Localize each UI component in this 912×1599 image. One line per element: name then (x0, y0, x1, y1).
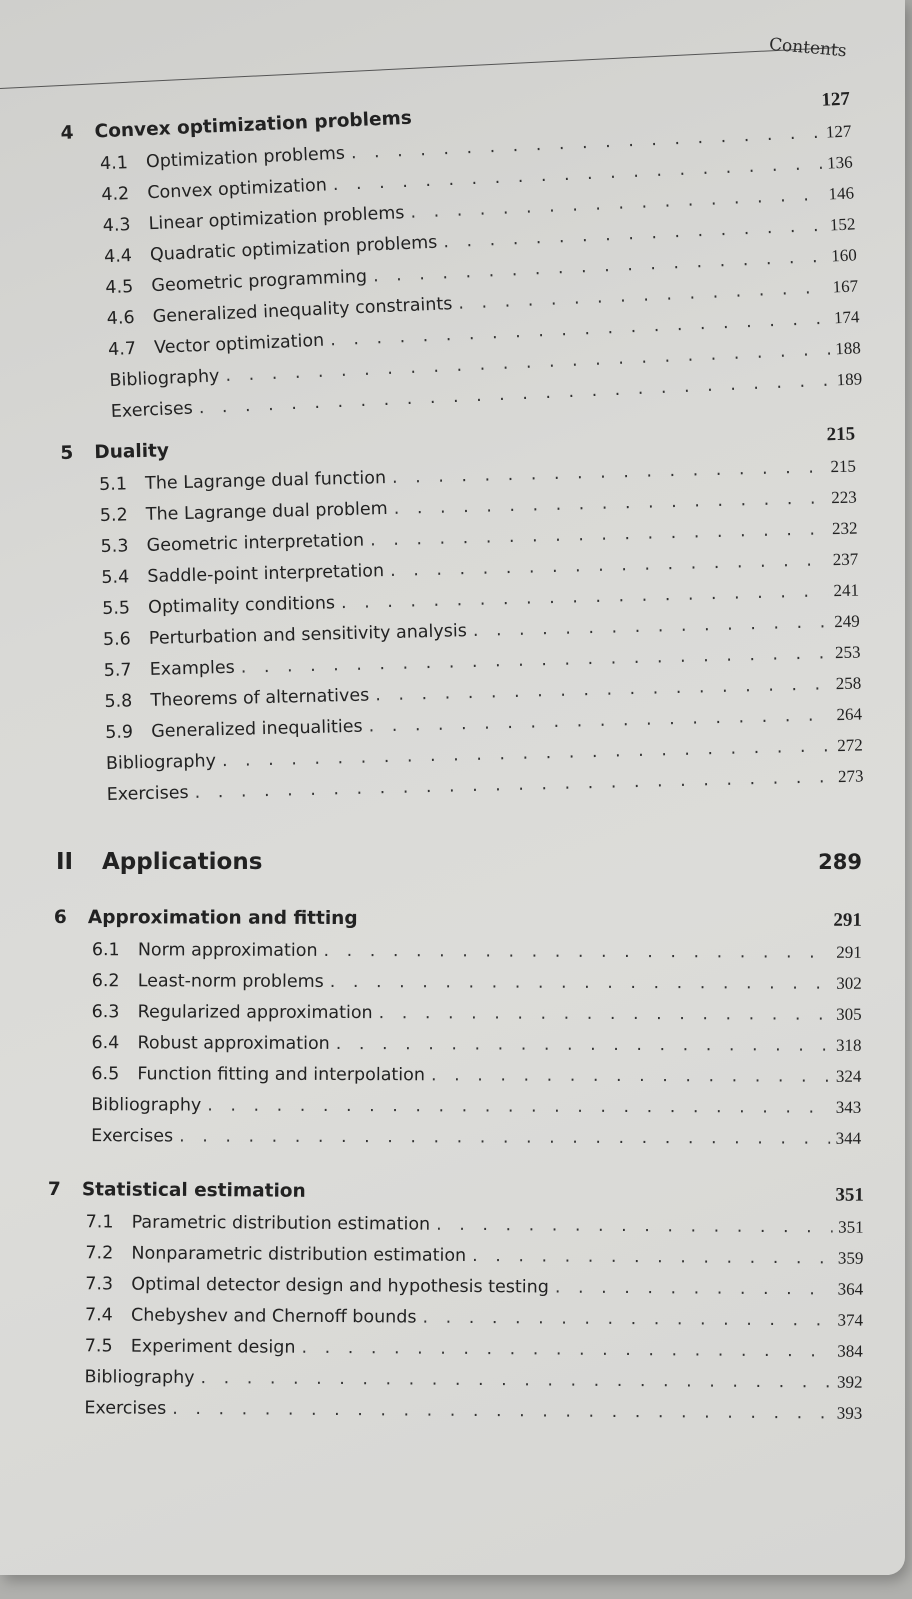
section-page: 305 (836, 1004, 862, 1024)
section-title: Optimality conditions (147, 593, 336, 618)
dot-leader (472, 1241, 832, 1275)
section-number: 5.7 (103, 660, 132, 681)
section-title: Nonparametric distribution estimation (131, 1243, 467, 1266)
section-list (53, 934, 862, 1154)
section-title: Geometric programming (150, 266, 368, 297)
section-page: 364 (837, 1279, 864, 1299)
toc-entry (84, 1361, 862, 1397)
section-number: 4.5 (105, 276, 134, 299)
dot-leader (422, 1303, 831, 1337)
section-number: 5.1 (98, 474, 128, 496)
section-title: Perturbation and sensitivity analysis (148, 621, 468, 649)
section-title: Bibliography (109, 366, 220, 392)
toc-entry (92, 934, 862, 968)
toc-entry (92, 996, 862, 1030)
section-number: 4.6 (106, 307, 136, 330)
section-title: Experiment design (130, 1336, 296, 1358)
section-number: 4.4 (103, 246, 133, 268)
dot-leader (555, 1273, 832, 1306)
section-title: Generalized inequalities (150, 716, 363, 742)
chapter-page: 351 (835, 1184, 864, 1206)
section-page: 237 (832, 549, 859, 570)
section-title: Optimization problems (145, 143, 346, 173)
section-page: 264 (836, 704, 863, 725)
section-page: 127 (825, 121, 852, 142)
toc-entry (91, 1089, 861, 1123)
section-page: 167 (832, 276, 859, 297)
section-list (61, 116, 862, 429)
chapter-block (53, 902, 862, 1154)
section-title: Vector optimization (153, 330, 325, 359)
running-head: Contents (768, 34, 848, 62)
section-number: 7.2 (85, 1243, 114, 1264)
chapter-heading (48, 1174, 864, 1212)
dot-leader (436, 1210, 832, 1244)
section-page: 302 (836, 973, 862, 993)
section-page: 343 (835, 1097, 862, 1117)
section-number: 5.6 (102, 629, 132, 651)
section-title: Chebyshev and Chernoff bounds (130, 1305, 417, 1328)
dot-leader (324, 936, 831, 969)
part-number: II (56, 849, 74, 875)
dot-leader (179, 1121, 830, 1154)
section-page: 272 (837, 735, 863, 756)
section-number: 6.1 (91, 940, 120, 961)
part-title: Applications (102, 849, 263, 875)
dot-leader (330, 967, 831, 1000)
toc-entry (84, 1392, 862, 1428)
section-number: 7.4 (84, 1305, 113, 1326)
chapter-number: 6 (53, 907, 67, 929)
section-page: 384 (837, 1341, 863, 1361)
section-number: 5.5 (101, 598, 131, 620)
section-title: Parametric distribution estimation (131, 1212, 431, 1235)
dot-leader (200, 1363, 831, 1398)
chapter-number: 4 (60, 122, 74, 144)
section-title: Quadratic optimization problems (149, 232, 438, 266)
section-title: Geometric interpretation (146, 530, 365, 556)
chapter-block (60, 419, 864, 811)
dot-leader (431, 1060, 830, 1092)
section-title: Robust approximation (137, 1033, 330, 1054)
section-title: Norm approximation (137, 940, 318, 961)
section-title: Bibliography (105, 751, 217, 774)
section-page: 215 (830, 456, 857, 477)
section-page: 253 (834, 642, 861, 663)
section-page: 392 (837, 1372, 863, 1392)
chapter-title: Convex optimization problems (94, 107, 413, 143)
chapter-page: 127 (820, 88, 851, 111)
section-title: Generalized inequality constraints (152, 294, 453, 328)
section-page: 152 (829, 214, 856, 235)
section-page: 160 (830, 245, 858, 266)
section-number: 4.2 (100, 184, 130, 206)
section-number: 5.3 (100, 536, 129, 558)
dot-leader (172, 1394, 831, 1430)
section-title: The Lagrange dual problem (145, 499, 388, 525)
toc-entry (91, 1120, 861, 1154)
section-title: Examples (149, 657, 235, 680)
section-number: 5.4 (101, 567, 130, 589)
section-title: Least-norm problems (137, 971, 324, 992)
section-title: Bibliography (84, 1367, 195, 1389)
section-title: Linear optimization problems (148, 203, 405, 235)
section-page: 359 (837, 1248, 864, 1268)
section-title: Saddle-point interpretation (147, 561, 385, 587)
section-number: 6.5 (91, 1064, 120, 1085)
section-title: Exercises (110, 398, 194, 423)
chapter-page: 215 (826, 423, 856, 446)
section-page: 189 (836, 369, 863, 390)
section-number: 7.1 (85, 1212, 114, 1233)
section-page: 291 (836, 942, 862, 962)
section-title: Function fitting and interpolation (137, 1064, 425, 1086)
toc-entry (86, 1206, 864, 1242)
section-title: Exercises (84, 1398, 167, 1419)
section-page: 136 (826, 152, 854, 173)
section-page: 324 (835, 1066, 862, 1086)
toc-entry (85, 1299, 863, 1335)
section-number: 7.3 (85, 1274, 114, 1295)
section-title: Convex optimization (146, 175, 328, 204)
section-page: 258 (835, 673, 862, 694)
chapter-number: 5 (60, 442, 74, 464)
chapter-heading (54, 902, 862, 937)
section-number: 4.7 (107, 338, 137, 361)
section-title: Exercises (106, 782, 189, 805)
section-page: 174 (833, 307, 860, 328)
section-list (61, 451, 864, 811)
chapter-page: 291 (833, 909, 862, 931)
section-number: 6.4 (91, 1033, 120, 1054)
section-number: 5.9 (104, 722, 134, 743)
section-page: 146 (828, 183, 855, 204)
section-list (46, 1206, 863, 1429)
chapter-number: 7 (47, 1178, 61, 1201)
toc-entry (91, 1058, 861, 1092)
toc-entry (91, 1027, 861, 1061)
section-title: Exercises (91, 1126, 174, 1147)
section-page: 223 (830, 487, 857, 508)
section-title: Theorems of alternatives (150, 685, 370, 711)
chapter-title: Statistical estimation (81, 1179, 306, 1202)
section-page: 249 (833, 611, 860, 632)
section-title: Regularized approximation (137, 1002, 373, 1024)
part-heading (56, 842, 862, 882)
section-page: 232 (831, 518, 858, 539)
dot-leader (301, 1333, 831, 1368)
section-number: 5.8 (104, 691, 133, 712)
chapter-block (60, 84, 863, 429)
section-page: 374 (837, 1310, 864, 1330)
part-page: 289 (818, 850, 862, 874)
section-page: 318 (835, 1035, 862, 1055)
toc-entry (85, 1237, 863, 1273)
section-number: 6.2 (91, 971, 120, 992)
section-title: Bibliography (91, 1095, 202, 1116)
section-page: 241 (833, 580, 860, 601)
dot-leader (336, 1029, 830, 1062)
dot-leader (379, 998, 831, 1031)
section-page: 188 (834, 338, 862, 359)
section-page: 344 (835, 1128, 862, 1148)
chapter-title: Duality (94, 440, 170, 464)
toc-entry (85, 1268, 863, 1304)
section-page: 273 (837, 766, 864, 787)
dot-leader (207, 1091, 830, 1124)
section-number: 4.1 (99, 153, 129, 175)
section-page: 393 (836, 1403, 863, 1423)
section-number: 5.2 (99, 505, 128, 527)
section-title: Optimal detector design and hypothesis testing (131, 1274, 549, 1298)
chapter-title: Approximation and fitting (87, 907, 358, 930)
toc-entry (85, 1330, 863, 1366)
section-page: 351 (838, 1217, 864, 1237)
section-number: 7.5 (84, 1336, 113, 1357)
chapter-block (46, 1174, 864, 1429)
section-title: The Lagrange dual function (144, 468, 387, 494)
part-block (56, 842, 862, 882)
section-number: 6.3 (91, 1002, 120, 1023)
toc-entry (92, 965, 862, 999)
section-number: 4.3 (102, 215, 132, 237)
